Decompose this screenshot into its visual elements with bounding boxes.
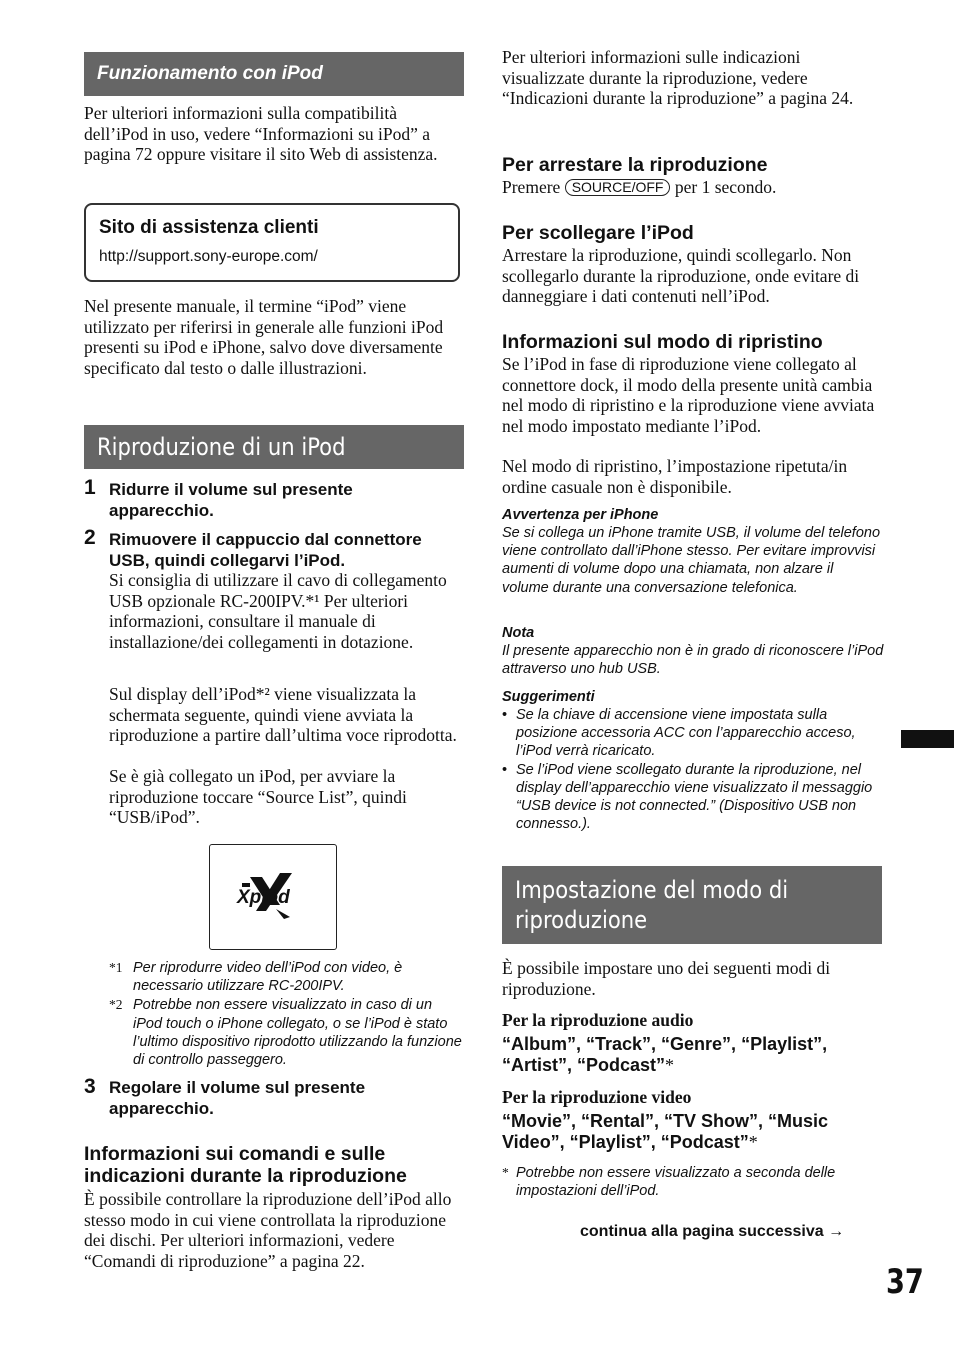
asterisk-footnote <box>502 1164 884 1200</box>
step-title: Ridurre il volume sul presente apparecchio. <box>109 480 353 520</box>
page-number: 37 <box>886 1262 924 1302</box>
bullet-icon: • <box>502 707 508 723</box>
nota-heading: Nota <box>502 625 535 641</box>
right-arrow-icon: → <box>828 1223 845 1240</box>
tip-item <box>502 761 884 834</box>
asterisk-mark: * <box>665 1055 675 1075</box>
info-heading: Informazioni sui comandi e sulle indicazioni durante la riproduzione <box>84 1143 407 1187</box>
video-modes-text: “Movie”, “Rental”, “TV Show”, “Music Video”, “Playlist”, “Podcast” <box>502 1111 829 1152</box>
footnote-mark: *2 <box>109 997 123 1013</box>
video-modes <box>502 1111 884 1153</box>
section-banner-text: Riproduzione di un iPod <box>97 433 346 461</box>
continue-note <box>580 1223 844 1241</box>
audio-heading: Per la riproduzione audio <box>502 1010 694 1030</box>
asterisk-mark: * <box>748 1132 758 1152</box>
step-number: 1 <box>84 476 96 499</box>
xplod-logo-text: Xplōd <box>237 887 290 908</box>
tip-item <box>502 706 884 761</box>
step-number: 3 <box>84 1075 96 1098</box>
source-off-key: SOURCE/OFF <box>565 179 671 196</box>
nota-body: Il presente apparecchio non è in grado di riconoscere l’iPod attraverso uno hub USB. <box>502 643 884 678</box>
stop-heading: Per arrestare la riproduzione <box>502 154 768 176</box>
iphone-warning-body: Se si collega un iPhone tramite USB, il volume del telefono viene controllato dall’iPhone stesso. Per evitare improvvisi aumenti di volume dopo una chiamata, non alzare il volume durante una conversazione telefonica. <box>502 525 881 596</box>
footnote-text: Per riprodurre video dell’iPod con video, è necessario utilizzare RC-200IPV. <box>133 960 403 995</box>
resume-heading: Informazioni sul modo di ripristino <box>502 331 823 353</box>
tips-heading: Suggerimenti <box>502 689 595 705</box>
stop-suffix: per 1 secondo. <box>674 177 777 197</box>
bullet-icon: • <box>502 761 508 778</box>
section-banner-text: Impostazione del modo di <box>515 876 789 904</box>
support-url-link[interactable]: http://support.sony-europe.com/ <box>99 248 318 265</box>
support-box <box>84 203 460 282</box>
footnote-item <box>109 996 464 1069</box>
section-banner-text: riproduzione <box>515 906 648 934</box>
manual-note-paragraph: Nel presente manuale, il termine “iPod” viene utilizzato per riferirsi in generale alle funzioni iPod presenti su iPod e iPhone, salvo dove diversamente specificato dal testo o dalle illustrazioni. <box>84 296 444 378</box>
footnote-list <box>109 959 464 1069</box>
mode-intro: È possibile impostare uno dei seguenti modi di riproduzione. <box>502 958 831 999</box>
disconnect-body: Arrestare la riproduzione, quindi scollegarlo. Non scollegarlo durante la riproduzione, onde evitare di danneggiare i dati contenuti nell’iPod. <box>502 245 860 306</box>
xplod-logo-icon <box>210 845 335 948</box>
tip-text: Se la chiave di accensione viene impostata sulla posizione accessoria ACC con l’apparecchio acceso, l’iPod verrà ricaricato. <box>516 707 856 760</box>
section-banner-text: Funzionamento con iPod <box>97 63 323 84</box>
footnote-mark: *1 <box>109 960 123 975</box>
footnote-text: Potrebbe non essere visualizzato a seconda delle impostazioni dell’iPod. <box>516 1165 836 1200</box>
audio-modes-text: “Album”, “Track”, “Genre”, “Playlist”, “Artist”, “Podcast” <box>502 1034 828 1075</box>
resume-body: Nel modo di ripristino, l’impostazione ripetuta/in ordine casuale non è disponibile. <box>502 456 848 497</box>
step-title: Regolare il volume sul presente apparecchio. <box>109 1078 366 1118</box>
footnote-text: Potrebbe non essere visualizzato in caso di un iPod touch o iPhone collegato, o se l’iPod è stato l’ultimo dispositivo riprodotto utilizzando la funzione di controllo passeggero. <box>133 997 462 1069</box>
footnote-item <box>109 959 464 995</box>
info-body: È possibile controllare la riproduzione dell’iPod allo stesso modo in cui viene controllata la riproduzione dei dischi. Per ulteriori informazioni, vedere “Comandi di riproduzione” a pagina 22. <box>84 1189 452 1271</box>
step-title: Rimuovere il cappuccio dal connettore USB, quindi collegarvi l’iPod. <box>109 530 422 570</box>
step-body: Si consiglia di utilizzare il cavo di collegamento USB opzionale RC-200IPV.*¹ Per ulteriori informazioni, consultare il manuale di installazione/dei collegamenti in dotazione. <box>109 570 447 652</box>
section-banner-playback-mode <box>502 866 882 944</box>
section-banner-ipod-playback <box>84 425 464 469</box>
continue-text: continua alla pagina successiva <box>580 1223 824 1240</box>
section-banner-ipod-operation <box>84 52 464 96</box>
intro-paragraph: Per ulteriori informazioni sulla compatibilità dell’iPod in uso, vedere “Informazioni su iPod” a pagina 72 oppure visitare il sito Web di assistenza. <box>84 103 438 164</box>
step-body: Sul display dell’iPod*² viene visualizzata la schermata seguente, quindi viene avviata la riproduzione a partire dall’ultima voce riprodotta. <box>109 684 457 745</box>
video-heading: Per la riproduzione video <box>502 1087 692 1107</box>
section-tab-marker <box>901 730 954 748</box>
tips-list <box>502 706 884 833</box>
footnote-mark: * <box>502 1165 509 1180</box>
stop-prefix: Premere <box>502 177 561 197</box>
iphone-warning-heading: Avvertenza per iPhone <box>502 507 659 523</box>
support-box-title: Sito di assistenza clienti <box>99 217 319 238</box>
step-body: Se è già collegato un iPod, per avviare la riproduzione toccare “Source List”, quindi “USB/iPod”. <box>109 766 407 827</box>
resume-body: Se l’iPod in fase di riproduzione viene collegato al connettore dock, il modo della presente unità cambia nel modo di ripristino e la riproduzione viene avviata nel modo impostato mediante l’iPod. <box>502 354 875 436</box>
disconnect-heading: Per scollegare l’iPod <box>502 222 694 244</box>
tip-text: Se l’iPod viene scollegato durante la riproduzione, nel display dell’apparecchio viene visualizzato il messaggio “USB device is not connected.” (Dispositivo USB non connesso.). <box>516 761 873 833</box>
indications-paragraph: Per ulteriori informazioni sulle indicazioni visualizzate durante la riproduzione, vedere “Indicazioni durante la riproduzione” a pagina 24. <box>502 47 854 108</box>
stop-instruction <box>502 177 882 198</box>
audio-modes <box>502 1034 884 1076</box>
xplod-logo-screen <box>209 844 337 950</box>
step-number: 2 <box>84 526 96 549</box>
